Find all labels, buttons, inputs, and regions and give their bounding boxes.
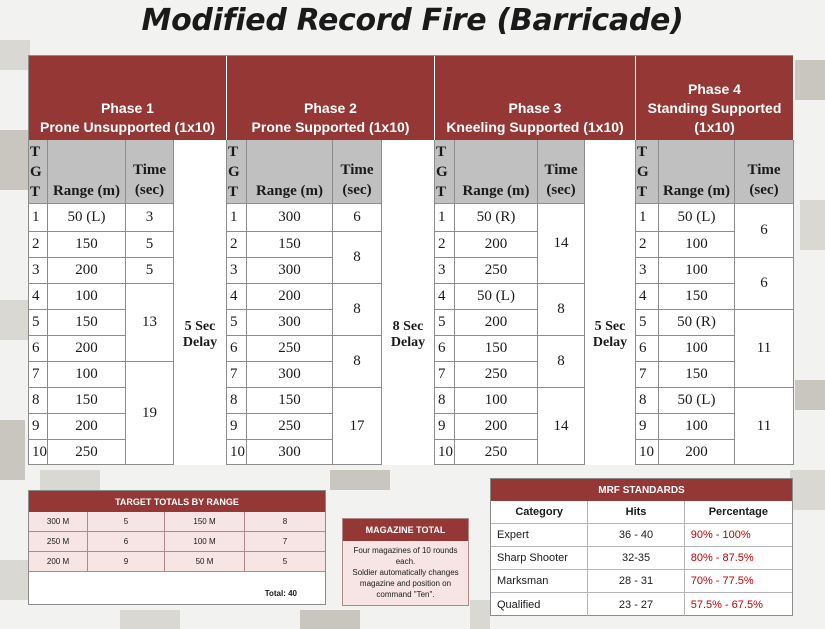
phase-3-name: Phase 3 [508, 100, 562, 116]
range-cell: 200 [455, 310, 538, 336]
standards-row [491, 593, 792, 616]
standards-row [491, 570, 792, 593]
percentage-cell: 90% - 100% [690, 529, 751, 541]
tgt-header-letter: G [228, 164, 240, 180]
range-cell: 200 [48, 336, 126, 362]
delay-column-header [382, 140, 435, 204]
range-cell: 250 [247, 414, 333, 440]
time-header-word: Time [132, 162, 167, 178]
range-cell: 150 [247, 388, 333, 414]
target-number-cell: 1 [29, 204, 48, 232]
time-cell: 6 [333, 204, 382, 232]
range-cell: 100 [659, 232, 735, 258]
percentage-cell: 57.5% - 67.5% [690, 598, 763, 611]
time-header-unit: (sec) [546, 182, 576, 198]
range-cell: 200 [48, 414, 126, 440]
range-cell: 100 [659, 258, 735, 284]
target-totals-sum: Total: 40 [264, 589, 297, 598]
target-number-cell: 10 [435, 440, 455, 465]
range-cell: 50 (L) [659, 388, 735, 414]
range-cell: 150 [48, 232, 126, 258]
phase-1-name: Phase 1 [101, 100, 154, 116]
category-cell: Qualified [491, 593, 588, 616]
tgt-header-letter: T [228, 144, 239, 160]
tgt-column-header [435, 140, 455, 204]
time-cell: 14 [538, 388, 585, 465]
range-cell: 300 [247, 440, 333, 465]
range-cell: 100 [48, 362, 126, 388]
target-totals-row [29, 532, 325, 552]
phase-3-rounds: (1x10) [583, 119, 624, 135]
time-column-header [735, 140, 794, 204]
target-totals-header: TARGET TOTALS BY RANGE [29, 491, 325, 512]
standards-column-header: Percentage [708, 506, 769, 518]
time-cell: 5 [126, 232, 174, 258]
range-cell: 100 [48, 284, 126, 310]
tgt-column-header [227, 140, 247, 204]
range-column-header: Range (m) [48, 140, 126, 204]
magazine-count-text: Four magazines of 10 rounds each. [353, 546, 458, 566]
range-cell: 50 (R) [455, 204, 538, 232]
mrf-standards-table [490, 478, 793, 616]
range-cell: 200 [48, 258, 126, 284]
time-cell: 8 [333, 336, 382, 388]
tgt-header-letter: T [30, 144, 41, 160]
target-number-cell: 6 [435, 336, 455, 362]
tgt-header-letter: G [436, 164, 448, 180]
target-number-cell: 2 [636, 232, 659, 258]
tgt-header-letter: T [637, 144, 648, 160]
target-number-cell: 3 [636, 258, 659, 284]
phase-1-header [29, 56, 227, 140]
time-cell: 11 [735, 388, 794, 465]
standards-row [491, 524, 792, 547]
target-number-cell: 1 [227, 204, 247, 232]
range-cell: 100 [659, 336, 735, 362]
range-cell: 150 [48, 310, 126, 336]
range-cell: 300 [247, 258, 333, 284]
range-label-cell: 250 M [29, 532, 88, 551]
time-cell: 17 [333, 388, 382, 465]
delay-1-label: Delay [182, 334, 218, 350]
range-cell: 50 (L) [48, 204, 126, 232]
range-cell: 300 [247, 310, 333, 336]
range-label-cell: 150 M [165, 512, 245, 531]
target-number-cell: 10 [227, 440, 247, 465]
target-number-cell: 6 [636, 336, 659, 362]
range-cell: 150 [455, 336, 538, 362]
target-number-cell: 8 [29, 388, 48, 414]
range-label-cell: 100 M [165, 532, 245, 551]
time-cell: 13 [126, 284, 174, 362]
phase-3-subtitle [446, 118, 623, 137]
target-totals-table [28, 490, 326, 605]
phase-1-block [29, 56, 227, 466]
count-cell: 6 [88, 532, 165, 551]
target-number-cell: 3 [227, 258, 247, 284]
target-number-cell: 5 [636, 310, 659, 336]
phase-4-position: Standing Supported [647, 100, 782, 116]
time-cell: 8 [333, 232, 382, 284]
phase-2-block [227, 56, 435, 466]
range-cell: 200 [455, 414, 538, 440]
hits-cell: 36 - 40 [588, 524, 684, 546]
mrf-standards-column-headers [491, 501, 792, 524]
phase-3-block [435, 56, 636, 466]
phase-3-position: Kneeling Supported [446, 119, 580, 135]
target-number-cell: 7 [29, 362, 48, 388]
target-number-cell: 5 [227, 310, 247, 336]
target-number-cell: 5 [29, 310, 48, 336]
tgt-header-letter: T [436, 184, 447, 200]
time-column-header [333, 140, 382, 204]
time-header-unit: (sec) [134, 182, 165, 198]
phase-4-block [636, 56, 794, 466]
time-header-word: Time [340, 162, 374, 178]
delay-1-cell [174, 204, 227, 465]
time-header-word: Time [747, 162, 781, 178]
range-cell: 250 [455, 362, 538, 388]
target-number-cell: 4 [636, 284, 659, 310]
hits-cell: 23 - 27 [588, 593, 684, 616]
delay-2-duration: 8 Sec [392, 318, 424, 334]
hits-cell: 28 - 31 [588, 570, 684, 592]
range-column-header: Range (m) [455, 140, 538, 204]
time-cell: 11 [735, 310, 794, 388]
range-cell: 200 [455, 232, 538, 258]
target-totals-row [29, 552, 325, 572]
standards-column-header: Category [491, 501, 588, 523]
target-number-cell: 4 [227, 284, 247, 310]
range-cell: 250 [455, 258, 538, 284]
range-label-cell: 300 M [29, 512, 88, 531]
range-cell: 250 [48, 440, 126, 465]
time-header-unit: (sec) [342, 182, 372, 198]
tgt-header-letter: T [436, 144, 447, 160]
time-cell: 8 [538, 284, 585, 336]
time-column-header [538, 140, 585, 204]
target-number-cell: 7 [636, 362, 659, 388]
range-cell: 50 (L) [455, 284, 538, 310]
standards-column-header: Hits [588, 501, 684, 523]
phase-4-rounds: (1x10) [694, 119, 735, 135]
page-title: Modified Record Fire (Barricade) [141, 3, 684, 38]
target-number-cell: 10 [29, 440, 48, 465]
count-cell: 7 [245, 532, 325, 551]
tgt-header-letter: G [30, 164, 42, 180]
phase-2-subtitle [252, 118, 410, 137]
delay-3-label: Delay [592, 334, 628, 350]
time-header-unit: (sec) [749, 182, 779, 198]
time-cell: 6 [735, 204, 794, 258]
record-fire-table [28, 55, 793, 465]
target-number-cell: 6 [29, 336, 48, 362]
delay-column-header [585, 140, 636, 204]
time-cell: 3 [126, 204, 174, 232]
count-cell: 9 [88, 552, 165, 571]
range-cell: 200 [247, 284, 333, 310]
phase-2-header [227, 56, 435, 140]
standards-row [491, 547, 792, 570]
range-cell: 250 [247, 336, 333, 362]
target-number-cell: 1 [435, 204, 455, 232]
tgt-header-letter: T [30, 184, 41, 200]
delay-1-duration: 5 Sec [184, 318, 216, 334]
tgt-header-letter: T [637, 184, 648, 200]
range-cell: 200 [659, 440, 735, 465]
mrf-standards-header: MRF STANDARDS [491, 479, 792, 501]
target-number-cell: 2 [435, 232, 455, 258]
time-cell: 5 [126, 258, 174, 284]
time-cell: 8 [333, 284, 382, 336]
range-cell: 150 [247, 232, 333, 258]
tgt-header-letter: G [637, 164, 649, 180]
target-number-cell: 9 [636, 414, 659, 440]
phase-3-header [435, 56, 636, 140]
range-column-header: Range (m) [247, 140, 333, 204]
time-cell: 8 [538, 336, 585, 388]
target-number-cell: 9 [29, 414, 48, 440]
target-number-cell: 4 [29, 284, 48, 310]
range-cell: 300 [247, 204, 333, 232]
phase-1-subtitle [40, 118, 215, 137]
range-cell: 250 [455, 440, 538, 465]
count-cell: 5 [245, 552, 325, 571]
percentage-cell: 80% - 87.5% [690, 552, 754, 564]
tgt-column-header [636, 140, 659, 204]
range-cell: 150 [659, 362, 735, 388]
phase-2-name: Phase 2 [304, 100, 357, 116]
target-number-cell: 9 [435, 414, 455, 440]
target-number-cell: 7 [227, 362, 247, 388]
range-label-cell: 200 M [29, 552, 88, 571]
magazine-change-text: Soldier automatically changes magazine and position on command "Ten". [352, 568, 459, 599]
percentage-cell: 70% - 77.5% [690, 575, 754, 587]
target-number-cell: 4 [435, 284, 455, 310]
target-number-cell: 6 [227, 336, 247, 362]
category-cell: Sharp Shooter [491, 547, 588, 569]
delay-column-header [174, 140, 227, 204]
time-cell: 19 [126, 362, 174, 465]
target-number-cell: 8 [227, 388, 247, 414]
time-cell: 14 [538, 204, 585, 284]
phase-4-header [636, 56, 794, 140]
range-cell: 100 [659, 414, 735, 440]
target-number-cell: 7 [435, 362, 455, 388]
range-label-cell: 50 M [165, 552, 245, 571]
range-cell: 50 (L) [659, 204, 735, 232]
time-cell: 6 [735, 258, 794, 310]
range-cell: 100 [455, 388, 538, 414]
category-cell: Marksman [491, 570, 588, 592]
magazine-total-box [342, 518, 469, 606]
target-number-cell: 1 [636, 204, 659, 232]
phase-1-position: Prone Unsupported [39, 119, 171, 135]
time-header-word: Time [544, 162, 578, 178]
target-number-cell: 9 [227, 414, 247, 440]
target-number-cell: 3 [29, 258, 48, 284]
target-number-cell: 3 [435, 258, 455, 284]
phase-4-name: Phase 4 [688, 81, 741, 97]
target-number-cell: 10 [636, 440, 659, 465]
target-number-cell: 8 [435, 388, 455, 414]
target-totals-row [29, 512, 325, 532]
target-number-cell: 5 [435, 310, 455, 336]
time-column-header [126, 140, 174, 204]
target-number-cell: 2 [227, 232, 247, 258]
phase-2-rounds: (1x10) [368, 119, 410, 135]
phase-2-position: Prone Supported [251, 119, 366, 135]
hits-cell: 32-35 [588, 547, 684, 569]
category-cell: Expert [491, 524, 588, 546]
target-number-cell: 8 [636, 388, 659, 414]
delay-3-cell [585, 204, 636, 465]
tgt-header-letter: T [228, 184, 239, 200]
phase-1-rounds: (1x10) [174, 119, 216, 135]
count-cell: 5 [88, 512, 165, 531]
count-cell: 8 [245, 512, 325, 531]
target-number-cell: 2 [29, 232, 48, 258]
range-cell: 50 (R) [659, 310, 735, 336]
range-cell: 150 [659, 284, 735, 310]
range-column-header: Range (m) [659, 140, 735, 204]
delay-3-duration: 5 Sec [594, 318, 626, 334]
range-cell: 150 [48, 388, 126, 414]
delay-2-cell [382, 204, 435, 465]
delay-2-label: Delay [390, 334, 426, 350]
tgt-column-header [29, 140, 48, 204]
range-cell: 300 [247, 362, 333, 388]
magazine-total-header: MAGAZINE TOTAL [343, 519, 468, 541]
